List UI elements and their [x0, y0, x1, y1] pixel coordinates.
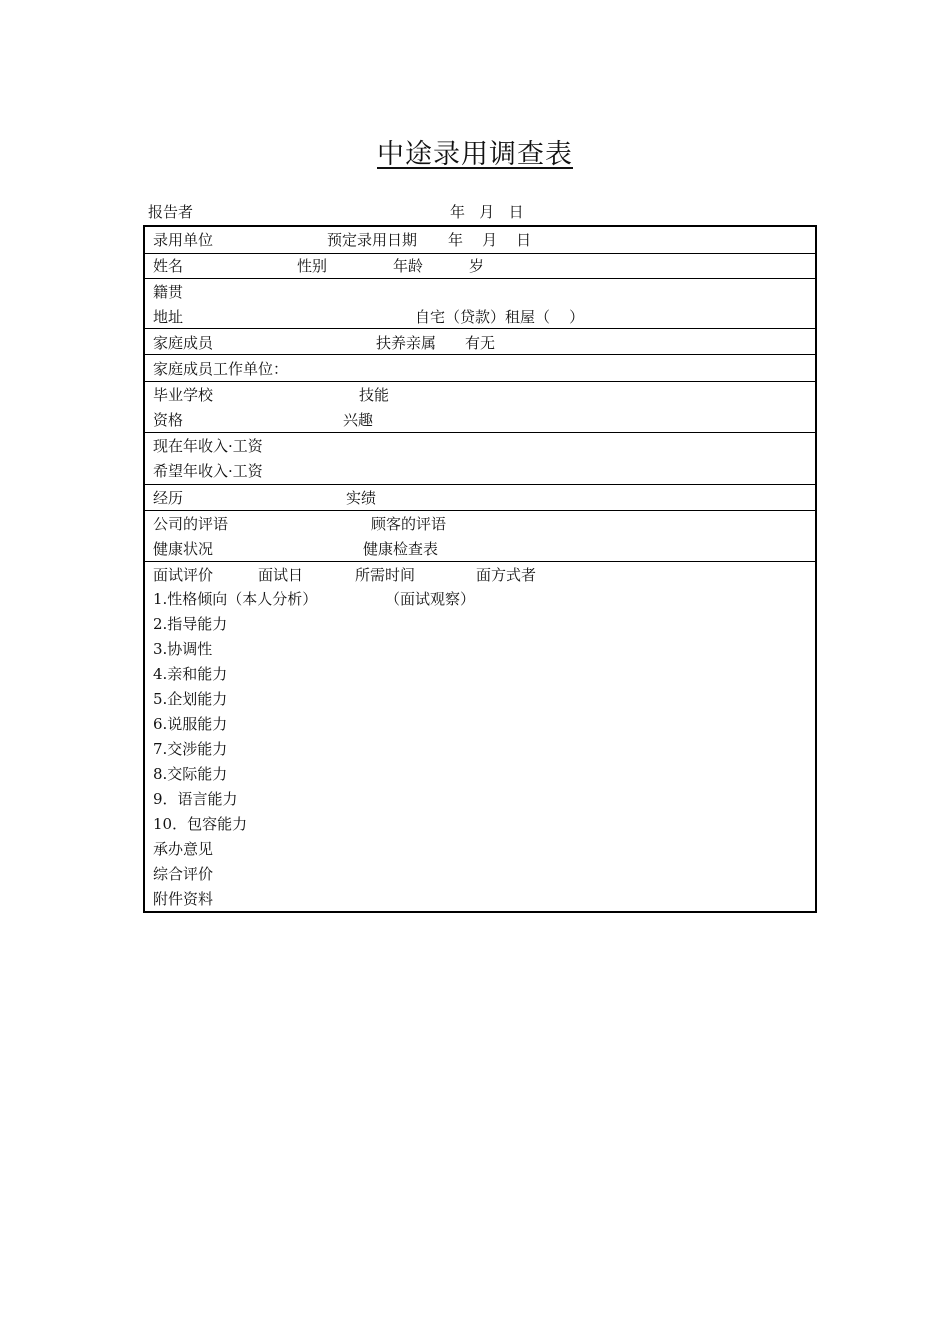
age-unit: 岁 — [469, 257, 485, 275]
customer-comment-label: 顾客的评语 — [371, 515, 447, 533]
row-divider — [145, 381, 815, 382]
document-title: 中途录用调查表 — [377, 139, 573, 170]
address-label: 地址 — [153, 308, 184, 326]
personality-item: 1.性格倾向（本人分析） — [153, 590, 318, 608]
health-check-label: 健康检查表 — [363, 540, 439, 558]
current-income-label: 现在年收入·工资 — [153, 437, 263, 455]
planned-date-ymd: 年 月 日 — [448, 231, 532, 249]
row-divider — [145, 328, 815, 329]
interview-eval-label: 面试评价 — [153, 566, 214, 584]
reporter-label: 报告者 — [148, 203, 194, 221]
native-place-label: 籍贯 — [153, 283, 184, 301]
experience-label: 经历 — [153, 489, 184, 507]
overall-evaluation-label: 综合评价 — [153, 865, 214, 883]
list-item: 3.协调性 — [153, 640, 213, 658]
health-label: 健康状况 — [153, 540, 214, 558]
row-divider — [145, 510, 815, 511]
list-item: 5.企划能力 — [153, 690, 228, 708]
expected-income-label: 希望年收入·工资 — [153, 462, 263, 480]
housing-label: 自宅（贷款）租屋（ ） — [415, 308, 585, 326]
achievements-label: 实绩 — [346, 489, 377, 507]
row-divider — [145, 354, 815, 355]
list-item: 8.交际能力 — [153, 765, 228, 783]
interview-day-label: 面试日 — [258, 566, 304, 584]
list-item: 2.指导能力 — [153, 615, 228, 633]
has-none-label: 有无 — [465, 334, 496, 352]
list-item: 7.交涉能力 — [153, 740, 228, 758]
survey-form — [143, 225, 817, 913]
planned-date-label: 预定录用日期 — [327, 231, 418, 249]
row-divider — [145, 561, 815, 562]
school-label: 毕业学校 — [153, 386, 214, 404]
list-item: 6.说服能力 — [153, 715, 228, 733]
time-needed-label: 所需时间 — [355, 566, 416, 584]
dependents-label: 扶养亲属 — [376, 334, 437, 352]
handling-opinion-label: 承办意见 — [153, 840, 214, 858]
age-label: 年龄 — [393, 257, 424, 275]
list-item: 4.亲和能力 — [153, 665, 228, 683]
name-label: 姓名 — [153, 257, 184, 275]
row-divider — [145, 432, 815, 433]
gender-label: 性别 — [297, 257, 328, 275]
qualification-label: 资格 — [153, 411, 184, 429]
unit-label: 录用单位 — [153, 231, 214, 249]
list-item: 10．包容能力 — [153, 815, 248, 833]
row-divider — [145, 278, 815, 279]
row-divider — [145, 484, 815, 485]
row-divider — [145, 253, 815, 254]
family-work-label: 家庭成员工作单位： — [153, 360, 289, 378]
report-date: 年 月 日 — [450, 203, 524, 221]
company-comment-label: 公司的评语 — [153, 515, 229, 533]
skills-label: 技能 — [359, 386, 390, 404]
list-item: 9．语言能力 — [153, 790, 238, 808]
interviewer-label: 面方式者 — [476, 566, 537, 584]
attachments-label: 附件资料 — [153, 890, 214, 908]
family-label: 家庭成员 — [153, 334, 214, 352]
observation-label: （面试观察） — [385, 590, 476, 608]
interest-label: 兴趣 — [343, 411, 374, 429]
